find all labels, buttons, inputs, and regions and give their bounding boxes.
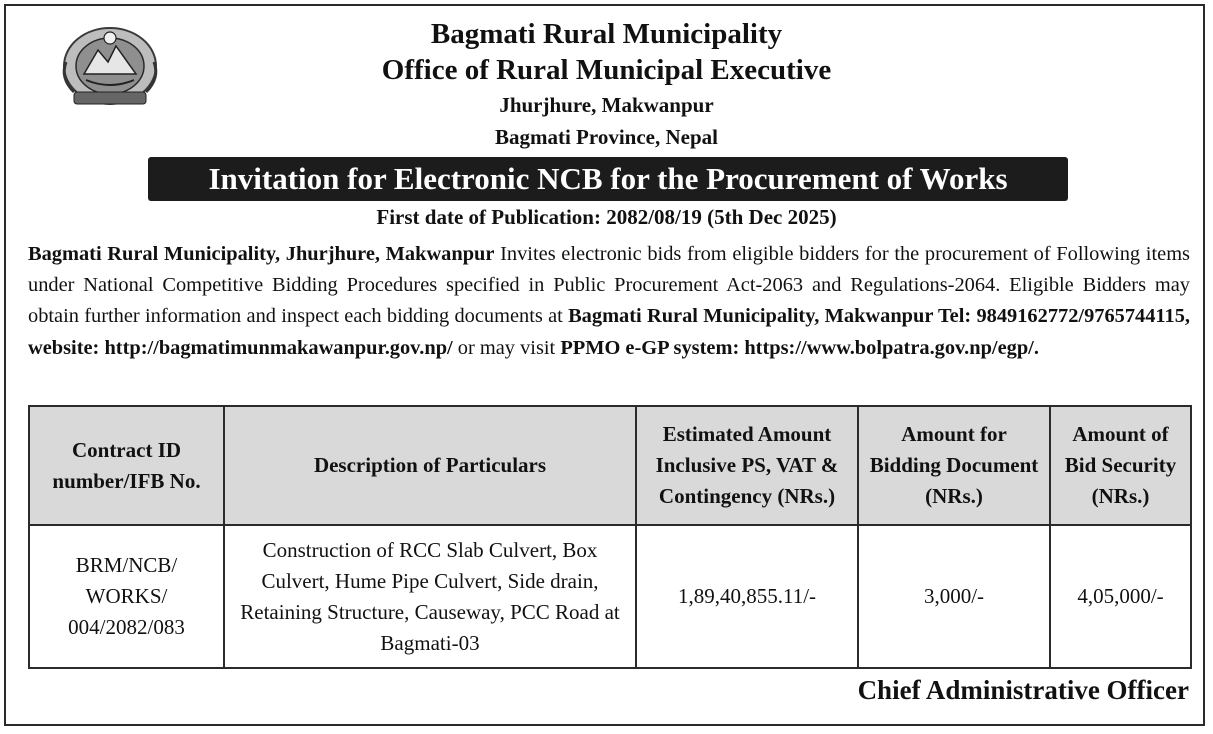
table-header-row <box>29 406 1191 525</box>
header-estimated-amount: Estimated Amount Inclusive PS, VAT & Contingency (NRs.) <box>636 406 858 525</box>
cell-contract-id: BRM/NCB/ WORKS/ 004/2082/083 <box>29 525 224 668</box>
signature: Chief Administrative Officer <box>857 675 1189 705</box>
address-line-1: Jhurjhure, Makwanpur <box>499 93 714 117</box>
body-text-2: or may visit <box>452 336 561 359</box>
bid-table <box>28 405 1192 669</box>
header-contract-id: Contract ID number/IFB No. <box>29 406 224 525</box>
cell-description: Construction of RCC Slab Culvert, Box Culvert, Hume Pipe Culvert, Side drain, Retaining Structure, Causeway, PCC Road at Bagmati-03 <box>224 525 636 668</box>
cell-document-fee: 3,000/- <box>858 525 1050 668</box>
contact-info[interactable]: Bagmati Rural Municipality, Makwanpur Tel: 9849162772/9765744115, website: http://bagmatimunmakawanpur.gov.np/ <box>28 305 1190 359</box>
address-line-2: Bagmati Province, Nepal <box>494 125 718 149</box>
notice-title: Invitation for Electronic NCB for the Procurement of Works <box>148 157 1068 201</box>
header-description: Description of Particulars <box>224 406 636 525</box>
notice-body <box>28 239 1190 364</box>
publication-date: First date of Publication: 2082/08/19 (5th Dec 2025) <box>376 205 837 229</box>
egp-link[interactable]: PPMO e-GP system: https://www.bolpatra.gov.np/egp/. <box>560 336 1039 359</box>
body-text-1: Invites electronic bids from eligible bidders for the procurement of Following items under National Competitive Bidding Procedures specified in Public Procurement Act-2063 and Regulations-2064. Eligible Bidders may obtain further information and inspect each bidding documents at <box>28 243 1190 328</box>
cell-estimated-amount: 1,89,40,855.11/- <box>636 525 858 668</box>
office-name: Office of Rural Municipal Executive <box>381 54 832 86</box>
body-lead: Bagmati Rural Municipality, Jhurjhure, Makwanpur <box>28 243 495 265</box>
table-row <box>29 525 1191 668</box>
header-document-fee: Amount for Bidding Document (NRs.) <box>858 406 1050 525</box>
cell-bid-security: 4,05,000/- <box>1050 525 1191 668</box>
header-bid-security: Amount of Bid Security (NRs.) <box>1050 406 1191 525</box>
org-name: Bagmati Rural Municipality <box>430 18 783 50</box>
